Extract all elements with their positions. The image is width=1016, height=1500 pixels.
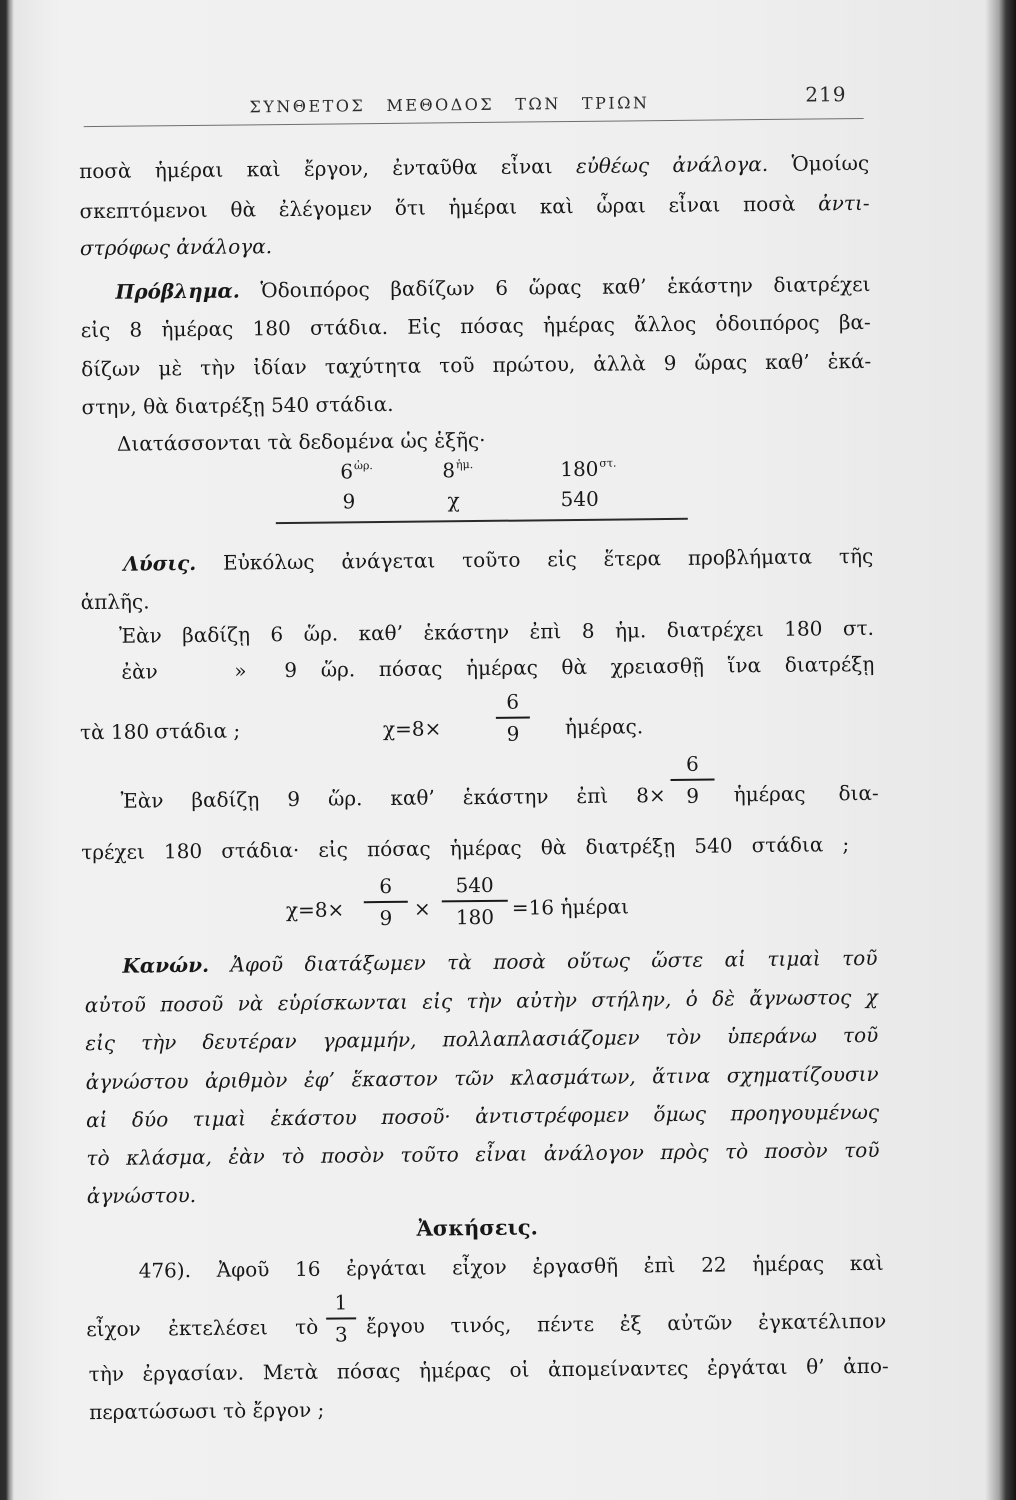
- cell-value: 8: [442, 458, 456, 483]
- exercise-number: 476).: [138, 1258, 192, 1283]
- emphasis-segment: εὐθέως ἀνάλογα.: [575, 151, 769, 178]
- fraction: [364, 874, 409, 930]
- table-cell: [340, 457, 373, 485]
- text-line: [138, 1249, 883, 1285]
- fraction-bar: [671, 779, 715, 781]
- cell-unit: ἡμ.: [455, 458, 474, 472]
- equation-result: =16 ἡμέραι: [511, 894, 629, 920]
- fraction-bar: [442, 900, 508, 902]
- fraction: [496, 689, 531, 745]
- text-segment: Ὁδοιπόρος βαδίζων 6 ὥρας καθ’ ἑκάστην διατρέχει: [260, 271, 871, 303]
- fraction-bar: [326, 1317, 356, 1319]
- text-line: [79, 149, 869, 185]
- text-segment: ἐὰν: [121, 659, 158, 684]
- running-title: ΣΥΝΘΕΤΟΣ ΜΕΘΟΔΟΣ ΤΩΝ ΤΡΙΩΝ: [249, 93, 650, 117]
- fraction-numerator: 540: [455, 872, 494, 898]
- table-cell: 9: [342, 489, 356, 514]
- text-segment: 9 ὥρ. πόσας ἡμέρας θὰ χρειασθῇ ἵνα διατρέξῃ: [284, 651, 875, 683]
- text-line: τὸ κλάσμα, ἐὰν τὸ ποσὸν τοῦτο εἶναι ἀνάλογον πρὸς τὸ ποσὸν τοῦ: [86, 1137, 880, 1171]
- text-line: Ἐὰν βαδίζῃ 6 ὥρ. καθ’ ἑκάστην ἐπὶ 8 ἡμ. διατρέχει 180 στ.: [118, 615, 875, 648]
- equation-lhs: χ=8×: [382, 716, 442, 742]
- text-line: ἀγνώστου ἀριθμὸν ἐφ’ ἕκαστον τῶν κλασμάτων, ἅτινα σχηματίζουσιν: [85, 1061, 879, 1095]
- section-heading: Ἀσκήσεις.: [416, 1214, 538, 1241]
- text-line: εἰς 8 ἡμέρας 180 στάδια. Εἰς πόσας ἡμέρας ἄλλος ὁδοιπόρος βα-: [80, 309, 871, 343]
- fraction-numerator: 6: [379, 873, 393, 899]
- text-line: στρόφως ἀνάλογα.: [79, 234, 273, 261]
- text-segment: σκεπτόμενοι θὰ ἐλέγομεν ὅτι ἡμέραι καὶ ὧραι εἶναι ποσὰ: [79, 191, 796, 224]
- fraction-bar: [496, 716, 530, 718]
- fraction-denominator: 3: [334, 1321, 348, 1347]
- text-segment: Ἐὰν βαδίζῃ 9 ὥρ. καθ’ ἑκάστην ἐπὶ 8×: [120, 783, 666, 813]
- multiply-sign: ×: [413, 896, 431, 921]
- cell-unit: στ.: [599, 456, 617, 470]
- fraction-numerator: 6: [685, 751, 699, 776]
- fraction-denominator: 9: [379, 905, 393, 930]
- fraction-denominator: 9: [686, 783, 700, 808]
- text-line: δίζων μὲ τὴν ἰδίαν ταχύτητα τοῦ πρώτου, ἀλλὰ 9 ὥρας καθ’ ἑκά-: [81, 348, 872, 382]
- fraction-numerator: 1: [334, 1290, 348, 1315]
- text-line: αὐτοῦ ποσοῦ νὰ εὑρίσκωνται εἰς τὴν αὐτὴν στήλην, ὁ δὲ ἄγνωστος χ: [84, 984, 878, 1018]
- page-number: 219: [805, 82, 847, 107]
- fraction: [670, 752, 715, 808]
- table-cell: χ: [447, 488, 460, 513]
- ditto-mark: »: [234, 658, 247, 683]
- fraction: [441, 873, 508, 929]
- fraction-bar: [364, 901, 408, 903]
- text-line: [122, 944, 877, 980]
- table-cell: 540: [560, 486, 599, 512]
- text-segment: ποσὰ ἡμέραι καὶ ἔργον, ἐνταῦθα εἶναι: [79, 154, 553, 184]
- text-line: περατώσωσι τὸ ἔργον ;: [88, 1397, 325, 1425]
- fraction-numerator: 6: [506, 689, 520, 714]
- cell-value: 180: [560, 456, 599, 482]
- text-segment: Εὐκόλως ἀνάγεται τοῦτο εἰς ἕτερα προβλήματα τῆς: [222, 543, 874, 575]
- cell-value: 6: [340, 459, 354, 484]
- text-line: εἰς τὴν δευτέραν γραμμήν, πολλαπλασιάζομεν τὸν ὑπεράνω τοῦ: [85, 1022, 879, 1056]
- equation-lhs: χ=8×: [285, 897, 345, 923]
- emphasis-segment: ἀντι-: [818, 190, 870, 216]
- text-line: τρέχει 180 στάδια· εἰς πόσας ἡμέρας θὰ διατρέξῃ 540 στάδια ;: [81, 832, 850, 865]
- text-segment: τὰ 180 στάδια ;: [79, 718, 241, 745]
- text-segment: Ὁμοίως: [791, 150, 870, 176]
- table-cell: [442, 456, 473, 484]
- text-line: στην, θὰ διατρέξῃ 540 στάδια.: [81, 391, 394, 420]
- text-line: ἁπλῆς.: [80, 589, 150, 615]
- problem-label: Πρόβλημα.: [115, 278, 240, 304]
- fraction-denominator: 180: [455, 904, 495, 929]
- text-segment: εἶχον ἐκτελέσει τὸ: [86, 1314, 319, 1342]
- rule-label: Κανών.: [122, 952, 210, 978]
- text-line: [115, 270, 870, 306]
- text-line: αἱ δύο τιμαὶ ἑκάστου ποσοῦ· ἀντιστρέφομεν ὅμως προηγουμένως: [85, 1099, 880, 1133]
- text-segment: ἡμέρας δια-: [733, 780, 879, 807]
- fraction-denominator: 9: [506, 721, 520, 746]
- header-rule: [84, 118, 864, 127]
- text-segment: ἔργου τινός, πέντε ἐξ αὐτῶν ἐγκατέλιπον: [366, 1308, 887, 1339]
- table-rule: [276, 518, 688, 524]
- fraction: [326, 1290, 357, 1346]
- text-segment: Ἀφοῦ 16 ἐργάται εἶχον ἐργασθῆ ἐπὶ 22 ἡμέρας καὶ: [216, 1250, 884, 1282]
- text-line: Διατάσσονται τὰ δεδομένα ὡς ἑξῆς·: [116, 427, 486, 456]
- text-line: [123, 542, 873, 578]
- text-line: ἀγνώστου.: [86, 1182, 197, 1209]
- solution-label: Λύσις.: [123, 550, 197, 576]
- text-line: τὴν ἐργασίαν. Μετὰ πόσας ἡμέρας οἱ ἀπομείναντες ἐργάται θ’ ἀπο-: [88, 1353, 889, 1387]
- text-line: [79, 189, 869, 225]
- table-cell: [560, 455, 617, 484]
- cell-unit: ὡρ.: [353, 459, 373, 473]
- emphasis-segment: Ἀφοῦ διατάξωμεν τὰ ποσὰ οὕτως ὥστε αἱ τιμαὶ τοῦ: [230, 945, 878, 977]
- text-segment: ἡμέρας.: [564, 714, 644, 740]
